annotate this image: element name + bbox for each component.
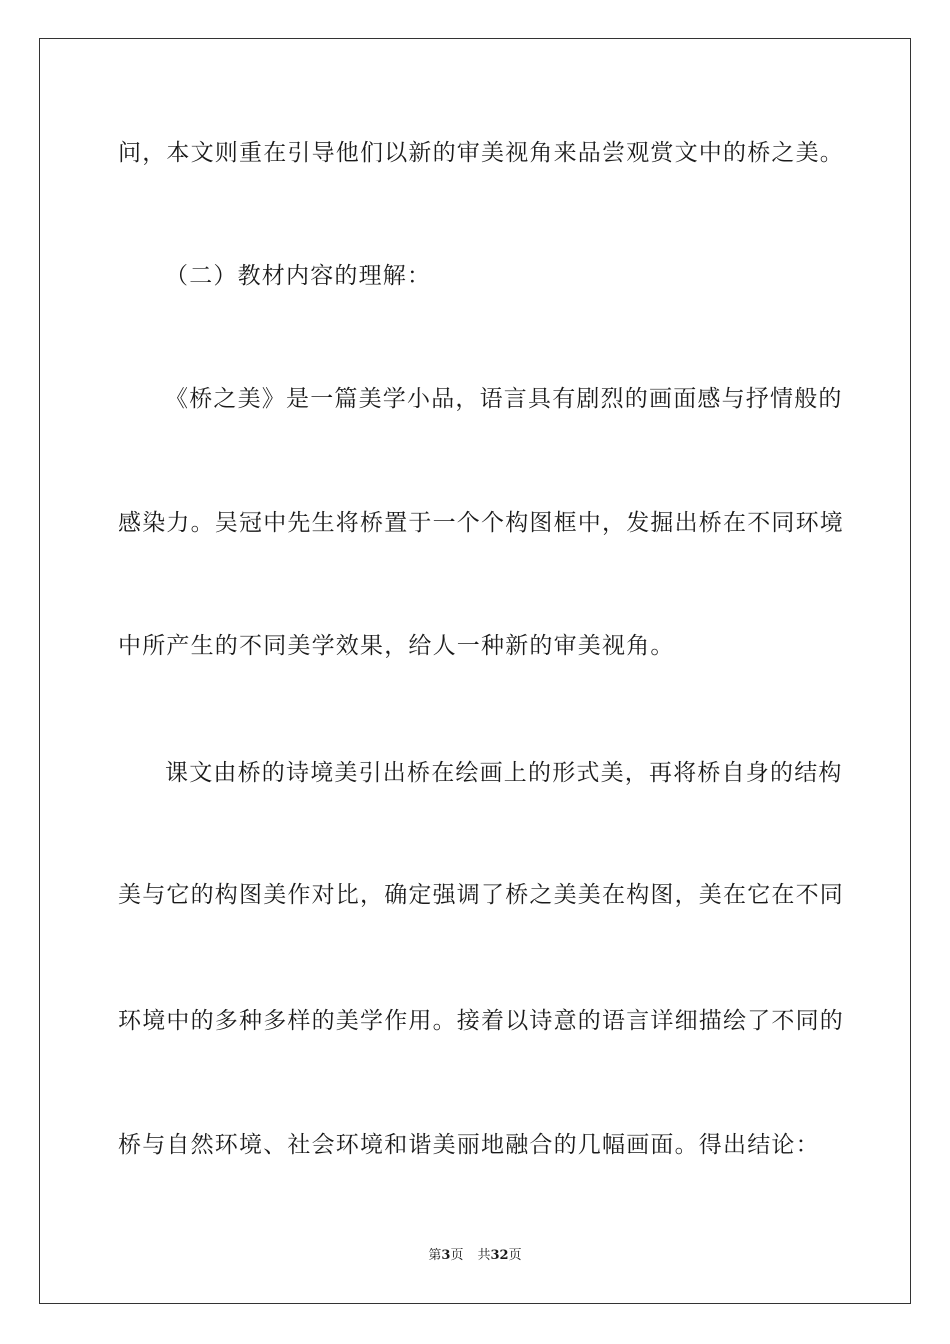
page-suffix: 页: [450, 1248, 464, 1263]
page-number: 3: [441, 1248, 451, 1263]
text-line-3: 《桥之美》是一篇美学小品，语言具有剧烈的画面感与抒情般的: [165, 386, 843, 412]
text-line-9: 桥与自然环境、社会环境和谐美丽地融合的几幅画面。得出结论：: [118, 1132, 820, 1158]
page-border: [39, 38, 911, 1304]
text-line-5: 中所产生的不同美学效果，给人一种新的审美视角。: [118, 633, 675, 659]
total-suffix: 页: [508, 1248, 522, 1263]
total-prefix: 共: [477, 1248, 491, 1263]
section-heading: （二）教材内容的理解：: [165, 263, 432, 289]
text-line-7: 美与它的构图美作对比，确定强调了桥之美美在构图，美在它在不同: [118, 882, 844, 908]
text-line-4: 感染力。吴冠中先生将桥置于一个个构图框中，发掘出桥在不同环境: [118, 510, 844, 536]
page-footer: [0, 1244, 950, 1263]
page-prefix: 第: [428, 1248, 442, 1263]
text-line-8: 环境中的多种多样的美学作用。接着以诗意的语言详细描绘了不同的: [118, 1008, 844, 1034]
total-pages: 32: [490, 1248, 509, 1263]
text-line-6: 课文由桥的诗境美引出桥在绘画上的形式美，再将桥自身的结构: [165, 760, 843, 786]
text-line-1: 问，本文则重在引导他们以新的审美视角来品尝观赏文中的桥之美。: [118, 140, 844, 166]
